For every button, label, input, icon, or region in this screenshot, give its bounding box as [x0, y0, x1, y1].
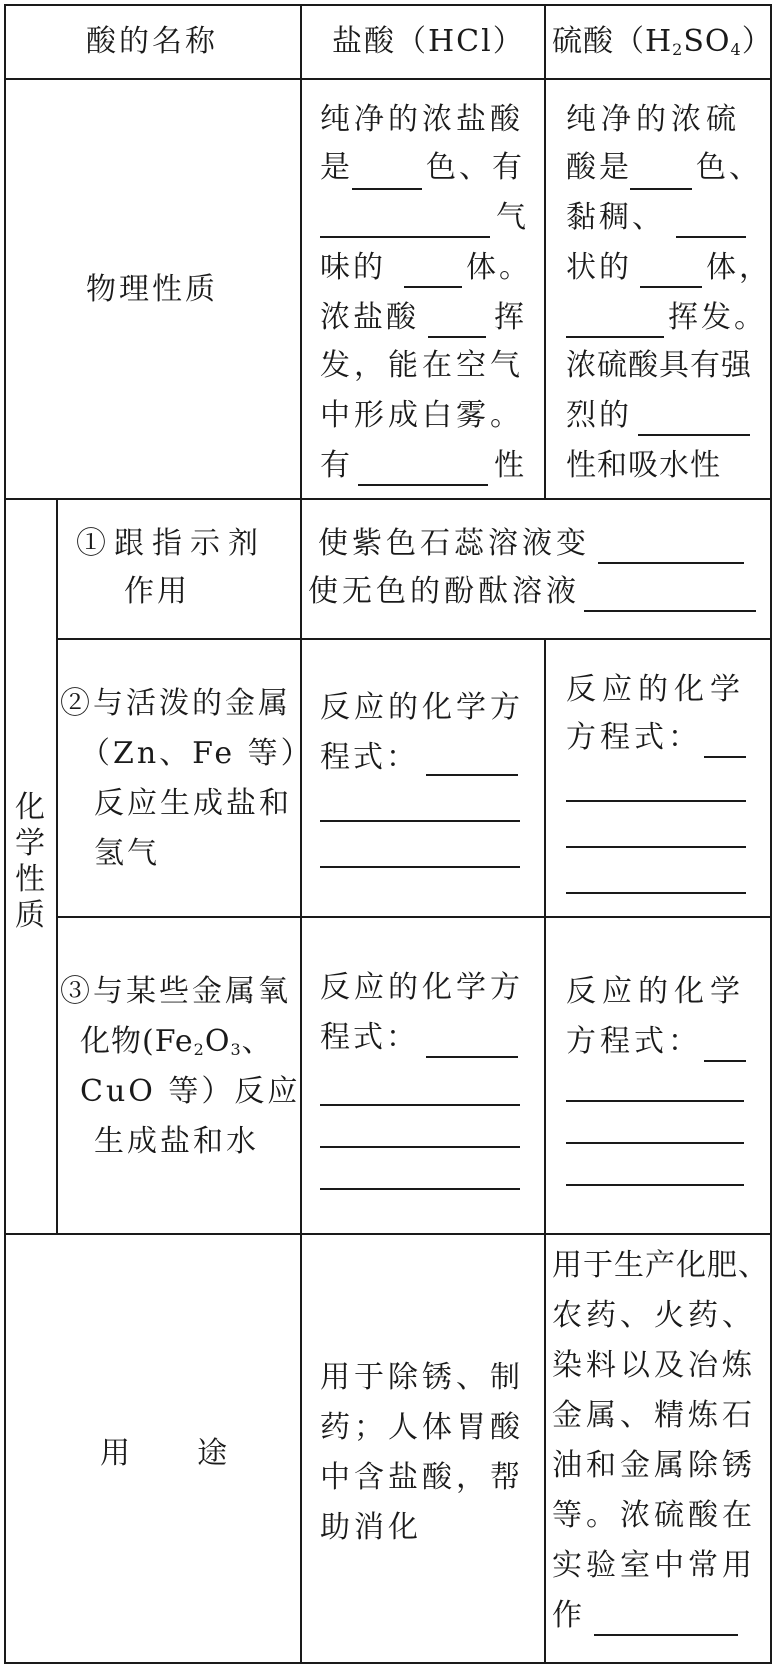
physical-hcl-text: 发，能在空气 [320, 348, 524, 383]
chem-r1-content: 使紫色石蕊溶液变 [318, 526, 590, 561]
header-h2so4-sub: 4 [730, 40, 742, 59]
chem-r2-hcl: 程式： [320, 740, 419, 775]
physical-hcl-text: 中形成白雾。 [320, 398, 524, 433]
grid-line [4, 4, 6, 1664]
fill-blank[interactable] [358, 484, 488, 486]
header-h2so4-prefix: 硫酸（H [552, 24, 673, 59]
chem-r3-hcl: 程式： [320, 1020, 419, 1055]
uses-h2so4-text: 金属、精炼石 [552, 1398, 756, 1433]
physical-label: 物理性质 [86, 272, 218, 307]
uses-h2so4-text: 用于生产化肥、 [552, 1248, 769, 1283]
chem-r3-label [80, 1018, 273, 1074]
chem-r2-label: ②与活泼的金属 [60, 686, 291, 721]
physical-h2so4-text: 浓硫酸具有强 [566, 348, 752, 383]
chem-r3-label: 生成盐和水 [94, 1124, 259, 1159]
chem-r3-label: ③与某些金属氧 [60, 974, 291, 1009]
uses-h2so4-text: 染料以及冶炼 [552, 1348, 756, 1383]
fill-blank[interactable] [320, 820, 520, 822]
physical-hcl-text: 气 [496, 200, 529, 235]
chem-r3-hcl: 反应的化学方 [320, 970, 524, 1005]
grid-line [56, 638, 772, 640]
uses-hcl-text: 药；人体胃酸 [320, 1410, 524, 1445]
uses-hcl-text: 用于除锈、制 [320, 1360, 524, 1395]
fill-blank[interactable] [638, 434, 750, 436]
fill-blank[interactable] [584, 610, 756, 612]
physical-h2so4-text: 性和吸水性 [566, 448, 721, 483]
grid-line [4, 1233, 772, 1235]
physical-hcl-text: 有 [320, 448, 353, 483]
chemical-label: 化学性质 [15, 790, 45, 933]
chem-r2-h2so4: 方程式： [566, 720, 702, 755]
header-hcl: 盐酸（HCl） [332, 24, 525, 59]
grid-line [4, 498, 772, 500]
physical-hcl-text: 纯净的浓盐酸 [320, 102, 524, 137]
physical-hcl-text: 浓盐酸 [320, 300, 419, 335]
uses-h2so4-text: 农药、火药、 [552, 1298, 756, 1333]
fill-blank[interactable] [566, 1184, 744, 1186]
physical-hcl-text: 是 [320, 150, 353, 185]
header-h2so4-sub: 2 [672, 40, 684, 59]
chem-r3-sub: 3 [230, 1040, 242, 1059]
uses-h2so4-text: 油和金属除锈 [552, 1448, 756, 1483]
fill-blank[interactable] [352, 188, 422, 190]
grid-line [56, 498, 58, 1233]
uses-hcl-text: 中含盐酸，帮 [320, 1460, 524, 1495]
physical-hcl-text: 挥 [494, 300, 527, 335]
fill-blank[interactable] [566, 800, 746, 802]
fill-blank[interactable] [566, 1100, 744, 1102]
fill-blank[interactable] [704, 756, 746, 758]
grid-line [4, 1662, 772, 1664]
chem-r2-h2so4: 反应的化学 [566, 672, 746, 707]
physical-h2so4-text: 黏稠、 [566, 200, 665, 235]
chem-r3-sub: 2 [193, 1040, 205, 1059]
fill-blank[interactable] [320, 236, 490, 238]
uses-h2so4-text: 作 [552, 1598, 585, 1633]
physical-h2so4-text: 酸是 [566, 150, 632, 185]
chem-r2-label: （Zn、Fe 等） [80, 736, 314, 771]
physical-h2so4-text: 挥发。 [668, 300, 767, 335]
physical-h2so4-text: 烈的 [566, 398, 632, 433]
fill-blank[interactable] [704, 1060, 746, 1062]
fill-blank[interactable] [640, 286, 702, 288]
grid-line [56, 916, 772, 918]
physical-h2so4-text: 纯净的浓硫 [566, 102, 741, 137]
chem-r1-label: ①跟指示剂 [76, 526, 266, 561]
chem-r3-label: CuO 等）反应 [80, 1074, 301, 1109]
physical-hcl-text: 色、有 [426, 150, 525, 185]
chem-r3-label-part: 化物(Fe [80, 1024, 194, 1059]
physical-hcl-text: 性 [494, 448, 527, 483]
fill-blank[interactable] [426, 774, 518, 776]
fill-blank[interactable] [594, 1634, 738, 1636]
uses-h2so4-text: 等。浓硫酸在 [552, 1498, 756, 1533]
grid-line [544, 4, 546, 498]
fill-blank[interactable] [566, 1142, 744, 1144]
fill-blank[interactable] [566, 846, 746, 848]
chem-r3-label-part: O [204, 1024, 231, 1059]
chem-r1-label: 作用 [124, 574, 190, 609]
fill-blank[interactable] [404, 286, 462, 288]
chem-r2-label: 反应生成盐和 [94, 786, 292, 821]
fill-blank[interactable] [566, 892, 746, 894]
header-h2so4 [552, 18, 773, 74]
chem-r1-content: 使无色的酚酞溶液 [308, 574, 580, 609]
physical-hcl-text: 体。 [466, 250, 532, 285]
chem-r3-h2so4: 反应的化学 [566, 974, 746, 1009]
uses-hcl-text: 助消化 [320, 1510, 422, 1545]
fill-blank[interactable] [320, 1104, 520, 1106]
fill-blank[interactable] [428, 336, 486, 338]
fill-blank[interactable] [426, 1056, 518, 1058]
fill-blank[interactable] [320, 1188, 520, 1190]
physical-h2so4-text: 状的 [566, 250, 632, 285]
fill-blank[interactable] [598, 562, 744, 564]
uses-label: 用 途 [100, 1436, 244, 1471]
chem-r3-h2so4: 方程式： [566, 1024, 702, 1059]
physical-h2so4-text: 色、 [696, 150, 762, 185]
fill-blank[interactable] [676, 236, 746, 238]
fill-blank[interactable] [630, 188, 692, 190]
chem-r2-label: 氢气 [94, 836, 160, 871]
physical-h2so4-text: 体， [706, 250, 772, 285]
grid-line [4, 78, 772, 80]
chem-r3-label-part: 、 [241, 1024, 273, 1059]
header-h2so4-mid: SO [683, 24, 731, 59]
uses-h2so4-text: 实验室中常用 [552, 1548, 756, 1583]
fill-blank[interactable] [320, 1146, 520, 1148]
fill-blank[interactable] [320, 866, 520, 868]
grid-line [300, 4, 302, 1664]
grid-line [4, 4, 772, 6]
header-h2so4-suffix: ） [741, 24, 773, 59]
grid-line [544, 638, 546, 1664]
header-acid-name: 酸的名称 [86, 24, 218, 59]
physical-hcl-text: 味的 [320, 250, 386, 285]
chem-r2-hcl: 反应的化学方 [320, 690, 524, 725]
fill-blank[interactable] [566, 336, 664, 338]
